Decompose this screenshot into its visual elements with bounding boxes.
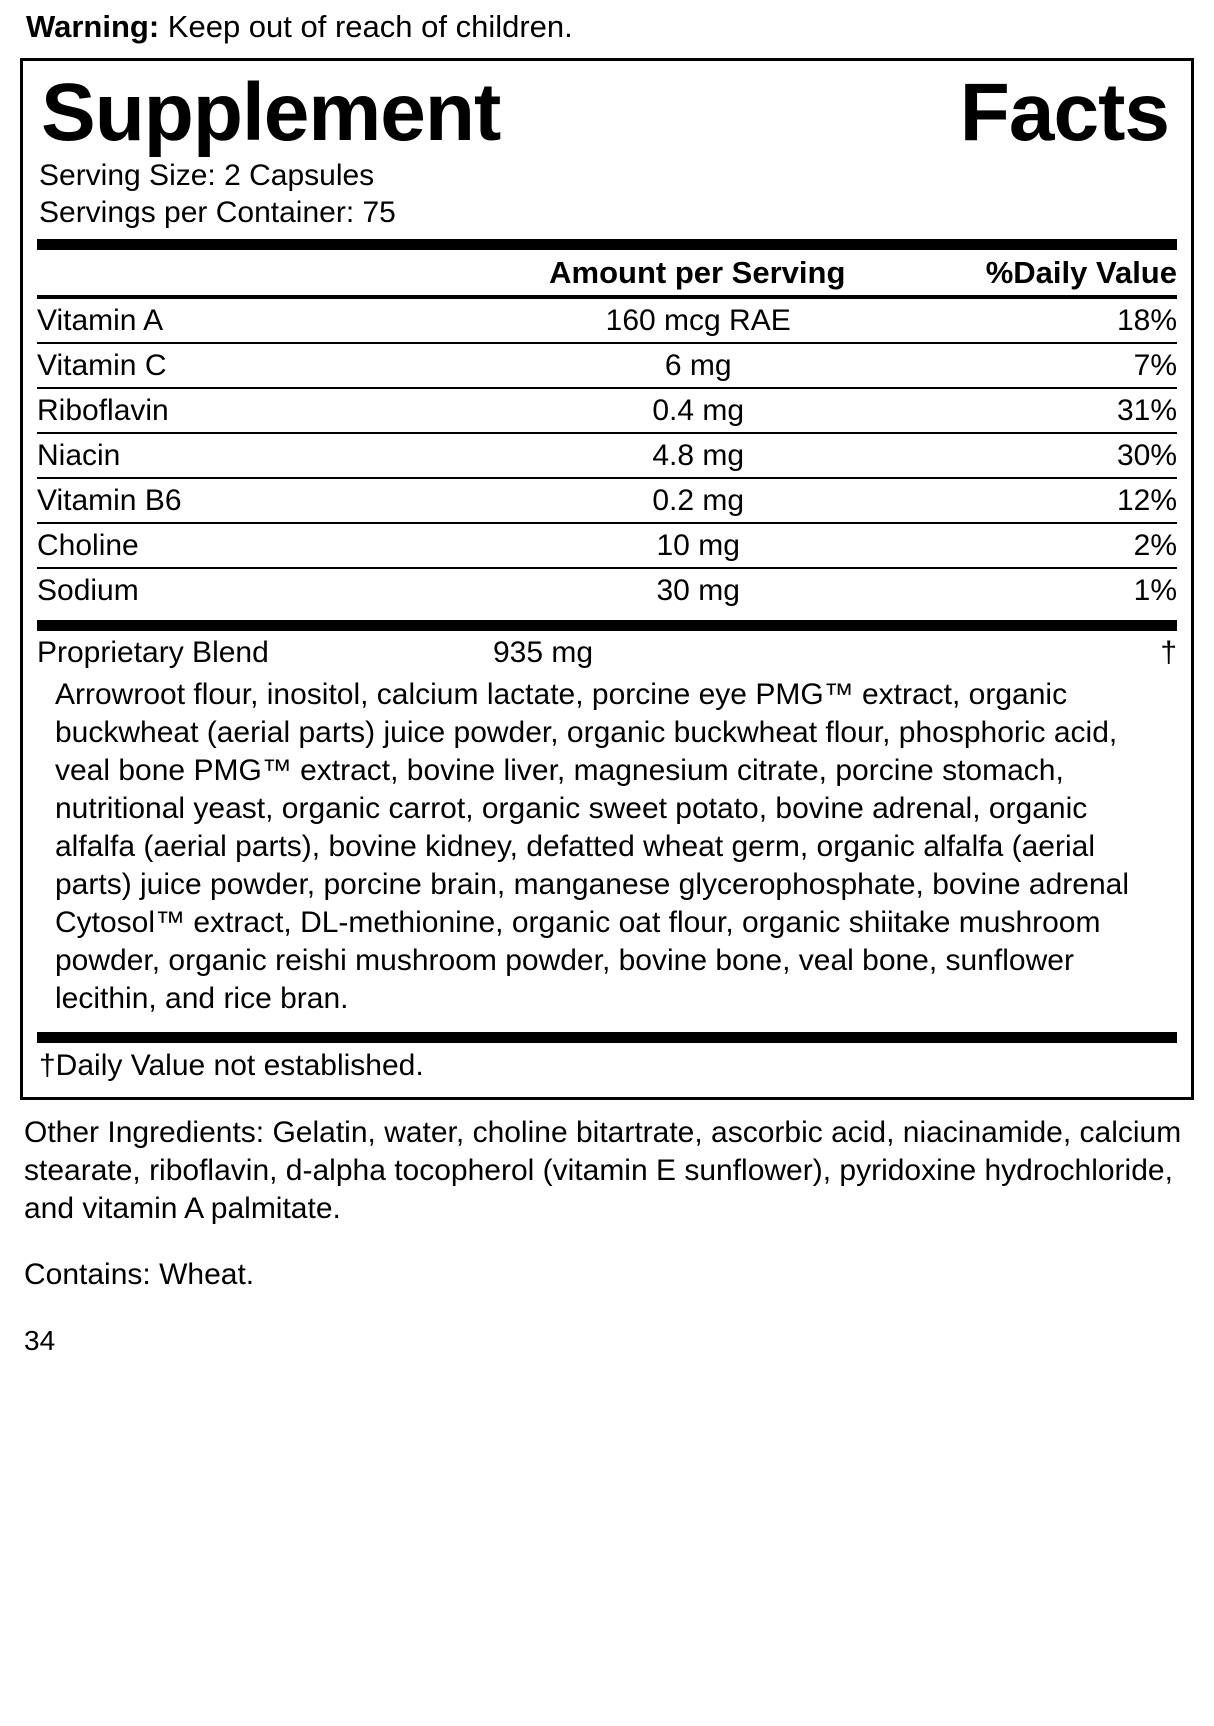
table-row [37,523,1177,568]
nutrient-dv: 2% [903,523,1177,568]
nutrient-amount: 0.4 mg [493,388,903,433]
page-number: 34 [24,1324,56,1356]
warning-line [18,0,1196,58]
panel-title-facts: Facts [959,67,1169,158]
nutrient-dv: 1% [903,568,1177,612]
servings-per-container: Servings per Container: 75 [39,195,396,229]
table-row [37,631,1177,674]
panel-title-supplement: Supplement [41,67,501,158]
nutrient-amount: 4.8 mg [493,433,903,478]
nutrient-amount: 30 mg [493,568,903,612]
nutrient-amount: 10 mg [493,523,903,568]
daily-value-note: †Daily Value not established. [39,1048,424,1082]
nutrient-name: Choline [37,523,493,568]
nutrient-dv: 7% [903,343,1177,388]
rule-above-blend [37,620,1177,631]
blend-amount: 935 mg [493,635,594,669]
table-row [37,433,1177,478]
table-row [37,299,1177,343]
nutrient-name: Riboflavin [37,388,493,433]
nutrient-dv: 31% [903,388,1177,433]
table-row [37,388,1177,433]
header-blank [37,250,493,295]
table-header-row [37,250,1177,295]
nutrient-dv: 12% [903,478,1177,523]
panel-title [37,67,1177,158]
nutrient-name: Vitamin C [37,343,493,388]
nutrition-table [37,250,1177,295]
contains-statement: Contains: Wheat. [24,1257,255,1291]
blend-ingredients: Arrowroot flour, inositol, calcium lactate, porcine eye PMG™ extract, organic buckwheat (aerial parts) juice powder, organic buckwheat flour, phosphoric acid, veal bone PMG™ extract, bovine liver, magnesium citrate, porcine stomach, nutritional yeast, organic carrot, organic sweet potato, bovine adrenal, organic alfalfa (aerial parts), bovine kidney, defatted wheat germ, organic alfalfa (aerial parts) juice powder, porcine brain, manganese glycerophosphate, bovine adrenal Cytosol™ extract, DL-methionine, organic oat flour, organic shiitake mushroom powder, organic reishi mushroom powder, bovine bone, veal bone, sunflower lecithin, and rice bran. [55,677,1130,1015]
warning-label: Warning: [26,9,160,44]
proprietary-blend-row [37,631,1177,674]
nutrient-name: Niacin [37,433,493,478]
nutrient-amount: 6 mg [493,343,903,388]
blend-dv: † [1160,635,1177,669]
table-row [37,568,1177,612]
nutrient-amount: 0.2 mg [493,478,903,523]
nutrient-name: Vitamin A [37,303,164,337]
rule-below-blend [37,1032,1177,1043]
nutrient-rows [37,299,1177,612]
header-amount-per-serving: Amount per Serving [549,254,846,290]
blend-name: Proprietary Blend [37,635,269,669]
nutrient-amount: 160 mcg RAE [605,303,791,337]
nutrient-name: Vitamin B6 [37,478,493,523]
nutrient-dv: 18% [1116,303,1177,337]
header-daily-value: %Daily Value [985,254,1177,290]
nutrient-dv: 30% [903,433,1177,478]
supplement-facts-box [20,58,1194,1100]
other-ingredients: Other Ingredients: Gelatin, water, choline bitartrate, ascorbic acid, niacinamide, calcium stearate, riboflavin, d-alpha tocopherol (vitamin E sunflower), pyridoxine hydrochloride, and vitamin A palmitate. [24,1115,1182,1225]
table-row [37,478,1177,523]
table-row [37,343,1177,388]
warning-text: Keep out of reach of children. [159,9,573,44]
rule-thick-top [37,239,1177,250]
serving-size: Serving Size: 2 Capsules [39,158,375,192]
nutrient-name: Sodium [37,568,493,612]
